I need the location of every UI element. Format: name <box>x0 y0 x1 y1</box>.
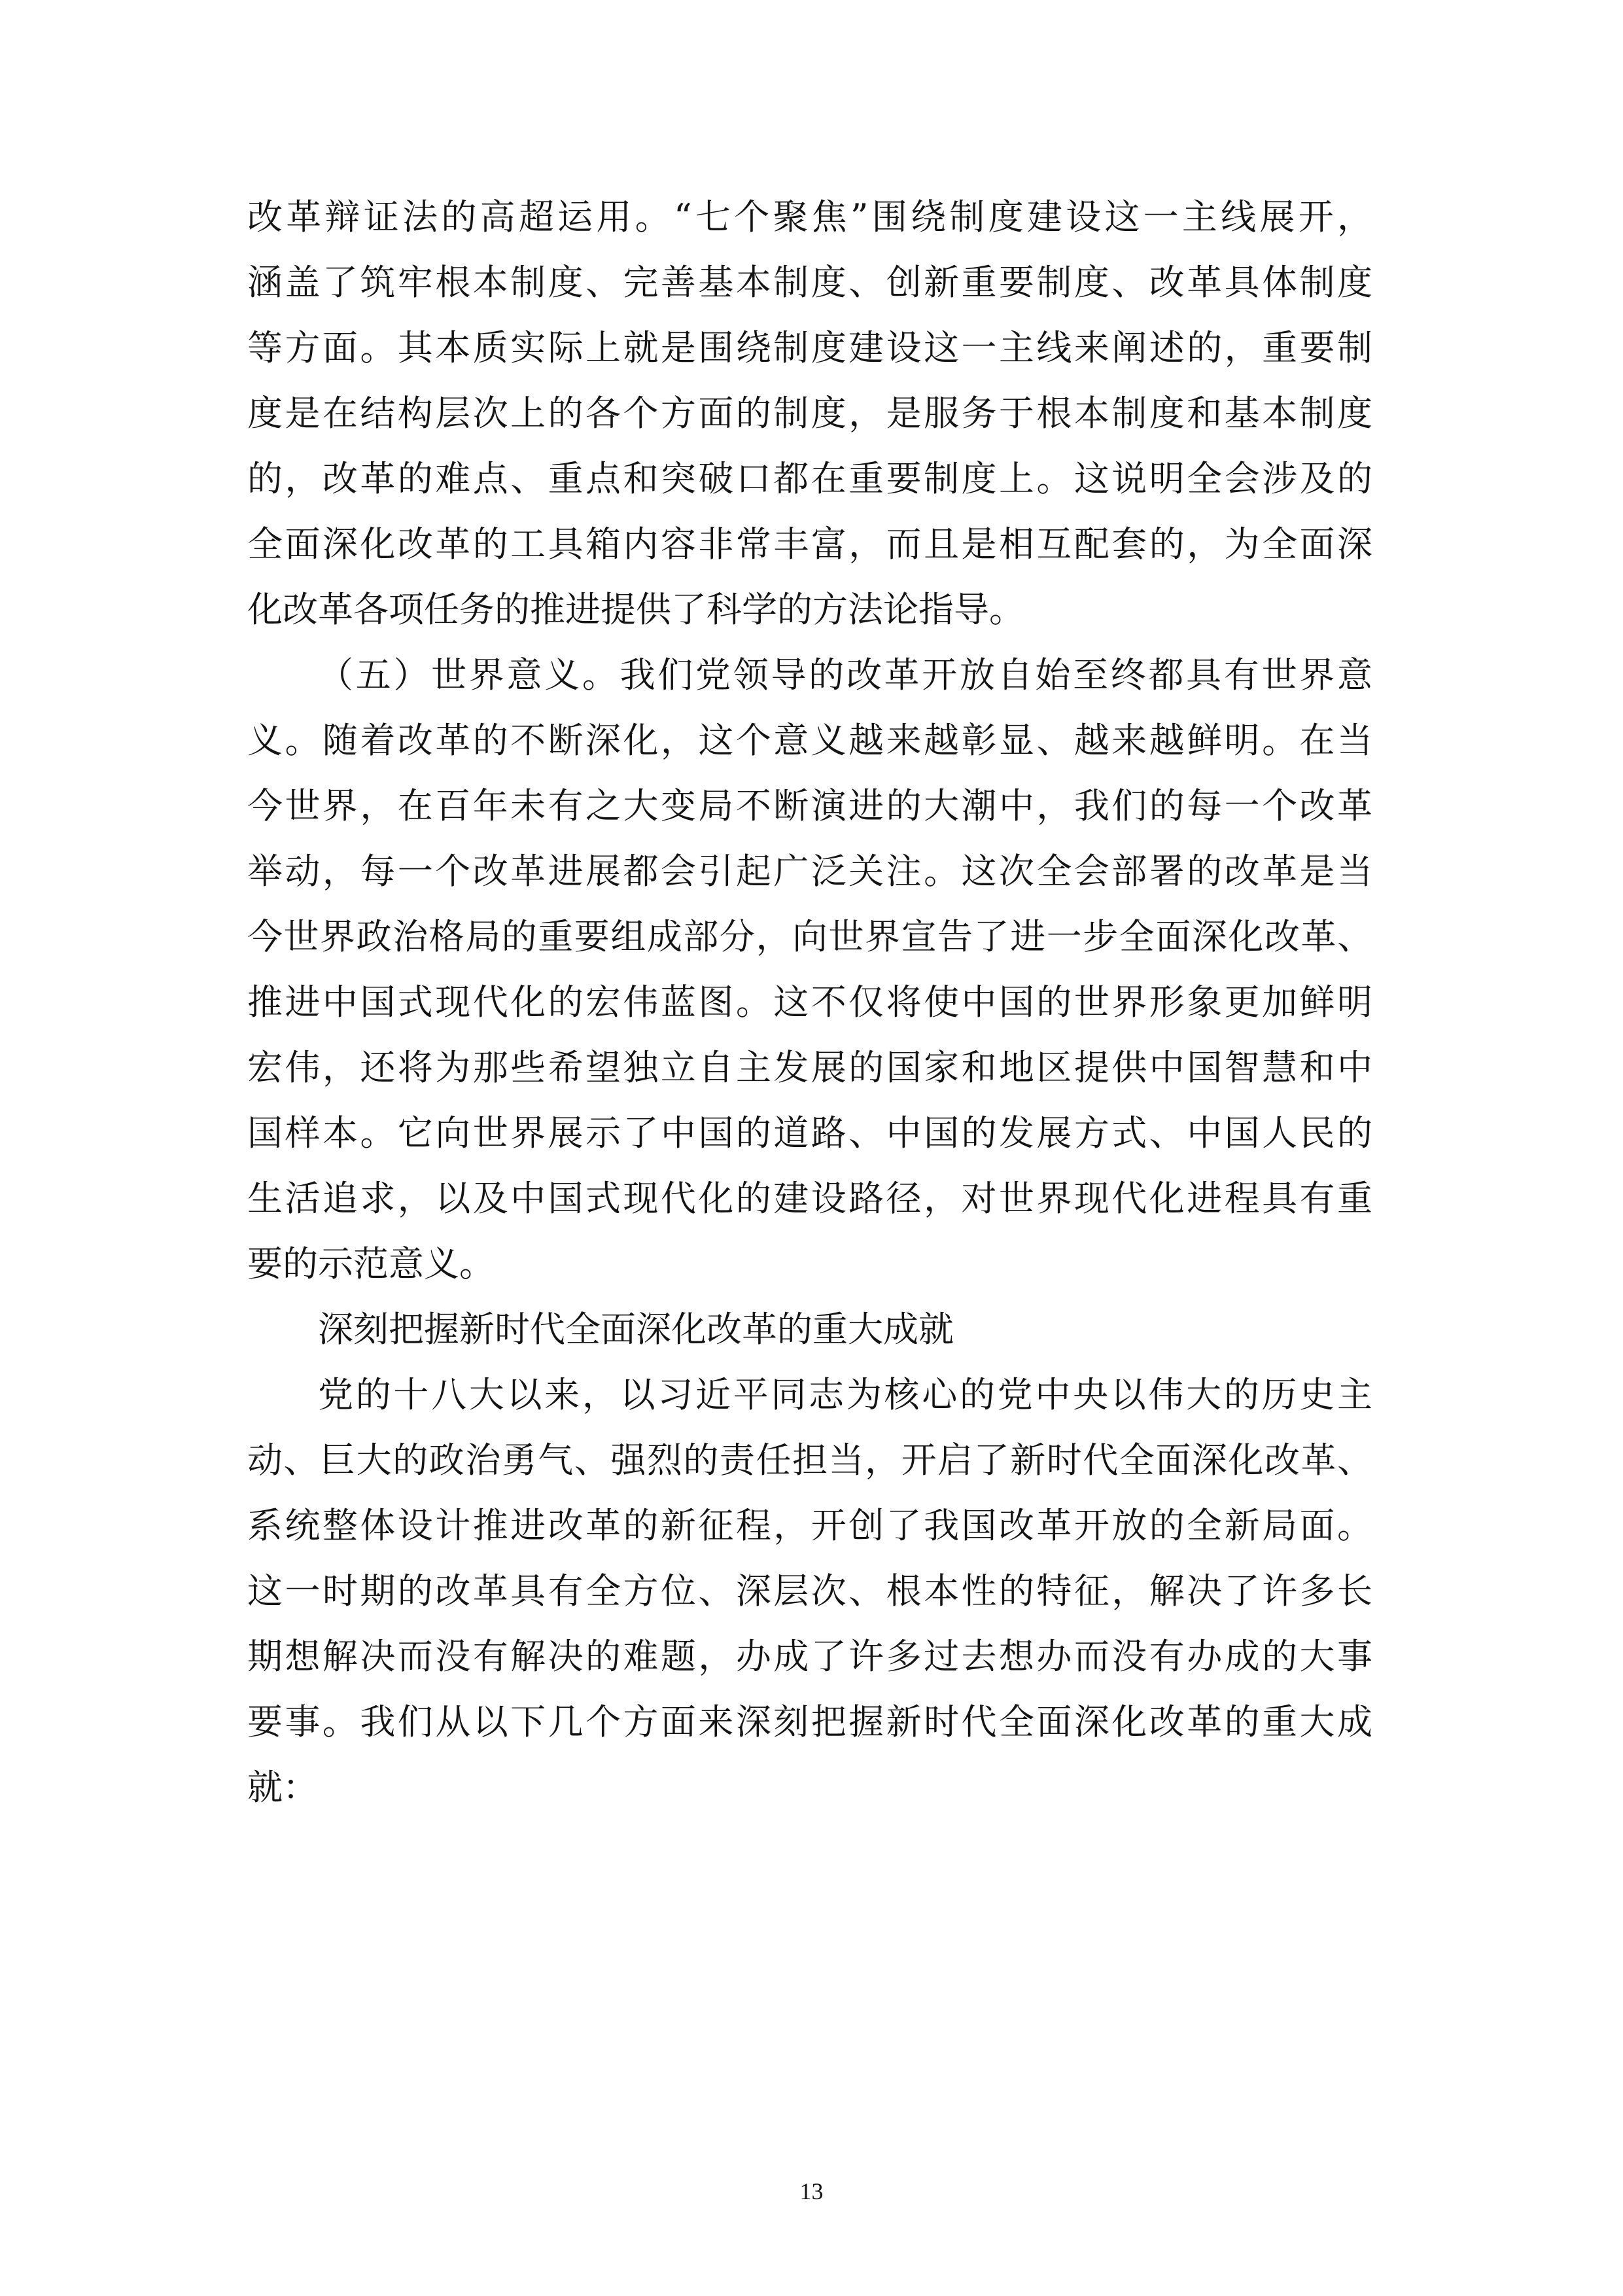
text-line: 这一时期的改革具有全方位、深层次、根本性的特征，解决了许多长 <box>247 1570 1372 1612</box>
text-line: 举动，每一个改革进展都会引起广泛关注。这次全会部署的改革是当 <box>247 851 1372 892</box>
text-line: 全面深化改革的工具箱内容非常丰富，而且是相互配套的，为全面深 <box>247 523 1372 565</box>
text-line: 的，改革的难点、重点和突破口都在重要制度上。这说明全会涉及的 <box>247 458 1372 499</box>
text-line: 等方面。其本质实际上就是围绕制度建设这一主线来阐述的，重要制 <box>247 327 1372 368</box>
text-line: 党的十八大以来，以习近平同志为核心的党中央以伟大的历史主 <box>318 1374 1372 1415</box>
text-line: 国样本。它向世界展示了中国的道路、中国的发展方式、中国人民的 <box>247 1112 1372 1154</box>
paragraph-world-significance <box>247 643 1372 1297</box>
text-line: 推进中国式现代化的宏伟蓝图。这不仅将使中国的世界形象更加鲜明 <box>247 981 1372 1023</box>
section-heading-text: 深刻把握新时代全面深化改革的重大成就 <box>318 1309 954 1350</box>
text-line: 今世界，在百年未有之大变局不断演进的大潮中，我们的每一个改革 <box>247 785 1372 826</box>
paragraph-continuation <box>247 185 1372 643</box>
text-line: 动、巨大的政治勇气、强烈的责任担当，开启了新时代全面深化改革、 <box>247 1439 1372 1481</box>
text-line: 要事。我们从以下几个方面来深刻把握新时代全面深化改革的重大成 <box>247 1701 1372 1742</box>
text-line: 期想解决而没有解决的难题，办成了许多过去想办而没有办成的大事 <box>247 1636 1372 1677</box>
text-line: 生活追求，以及中国式现代化的建设路径，对世界现代化进程具有重 <box>247 1178 1372 1219</box>
text-line: 要的示范意义。 <box>247 1243 495 1284</box>
text-line: 涵盖了筑牢根本制度、完善基本制度、创新重要制度、改革具体制度 <box>247 262 1372 303</box>
text-line: 度是在结构层次上的各个方面的制度，是服务于根本制度和基本制度 <box>247 393 1372 434</box>
text-line: 改革辩证法的高超运用。“七个聚焦”围绕制度建设这一主线展开， <box>247 196 1372 238</box>
section-heading <box>247 1297 1372 1362</box>
page-number: 13 <box>799 2178 824 2204</box>
paragraph-achievements <box>247 1362 1372 1820</box>
text-line: 义。随着改革的不断深化，这个意义越来越彰显、越来越鲜明。在当 <box>247 720 1372 761</box>
text-line: 今世界政治格局的重要组成部分，向世界宣告了进一步全面深化改革、 <box>247 916 1372 957</box>
text-line: 宏伟，还将为那些希望独立自主发展的国家和地区提供中国智慧和中 <box>247 1047 1372 1088</box>
body-text <box>247 185 1372 1820</box>
text-line: （五）世界意义。我们党领导的改革开放自始至终都具有世界意 <box>318 654 1372 696</box>
text-line: 化改革各项任务的推进提供了科学的方法论指导。 <box>247 589 1024 630</box>
text-line: 就： <box>247 1767 318 1808</box>
text-line: 系统整体设计推进改革的新征程，开创了我国改革开放的全新局面。 <box>247 1505 1372 1546</box>
